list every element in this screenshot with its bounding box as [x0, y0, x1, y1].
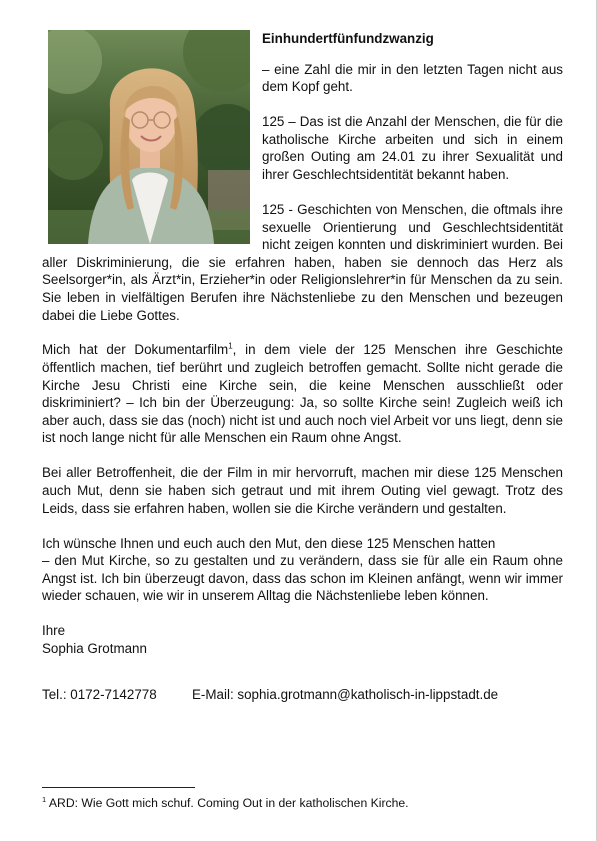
letter-body [42, 30, 563, 703]
closing-text: Ihre [42, 623, 66, 639]
signoff-block [42, 622, 563, 657]
paragraph-wish-first-line: Ich wünsche Ihnen und euch auch den Mut, den diese 125 Menschen hatten [42, 535, 496, 551]
paragraph-documentary [42, 341, 563, 447]
email-address: E-Mail: sophia.grotmann@katholisch-in-lippstadt.de [192, 686, 499, 702]
paragraph-wish [42, 535, 563, 605]
paragraph-stories: 125 - Geschichten von Menschen, die oftmals ihre sexuelle Orientierung und Geschlechtsidentität nicht zeigen konnten und diskriminiert wurden. Bei aller Diskriminierung, die sie erfahren haben, haben sie dennoch das Herz als Seelsorger*in, als Ärzt*in, Erzieher*in oder Religionslehrer*in für Menschen da zu sein. Sie leben in vielfältigen Berufen ihre Nächstenliebe zu den Menschen und bezeugen dabei die Liebe Gottes. [42, 201, 563, 323]
footnote-text: ARD: Wie Gott mich schuf. Coming Out in der katholischen Kirche. [46, 796, 409, 810]
paragraph-intro: – eine Zahl die mir in den letzten Tagen nicht aus dem Kopf geht. [262, 61, 563, 95]
letter-title: Einhundertfünfundzwanzig [262, 31, 434, 46]
paragraph-wish-rest: – den Mut Kirche, so zu gestalten und zu verändern, dass sie für alle ein Raum ohne Angst ist. Ich bin überzeugt davon, dass das schon im Kleinen anfängt, wenn wir immer wieder schauen, wie wir in unserem Alltag die Nächstenliebe leben können. [42, 553, 563, 604]
footnote-divider [42, 787, 195, 788]
paragraph-documentary-rest: , in dem viele der 125 Menschen ihre Geschichte öffentlich machen, tief berührt und zugleich betroffen gemacht. Sollte nicht gerade die Kirche Jesu Christi eine Kirche sein, die keine Menschen ausschließt oder diskriminiert? – Ich bin der Überzeugung: Ja, so sollte Kirche sein! Zugleich weiß ich aber auch, dass sie das (noch) nicht ist und auch noch viel Arbeit vor uns liegt, denn sie ist noch lange nicht für alle Menschen ein Raum ohne Angst. [42, 342, 563, 446]
paragraph-count: 125 – Das ist die Anzahl der Menschen, die für die katholische Kirche arbeiten und sich in einem großen Outing am 24.01 zu ihrer Sexualität und ihrer Geschlechtsidentität bekannt haben. [262, 114, 563, 182]
phone-number: Tel.: 0172-7142778 [42, 686, 157, 702]
contact-line [42, 686, 563, 704]
footnote [42, 796, 409, 811]
author-portrait-photo [48, 30, 250, 244]
footnote-reference: 1 [228, 342, 233, 352]
author-name: Sophia Grotmann [42, 640, 147, 656]
paragraph-courage: Bei aller Betroffenheit, die der Film in mir hervorruft, machen mir diese 125 Menschen auch Mut, denn sie haben sich getraut und mit ihrem Outing viel gewagt. Trotz des Leids, dass sie erfahren haben, wollen sie die Kirche verändern und gestalten. [42, 465, 563, 516]
footnote-number: 1 [42, 794, 47, 804]
paragraph-documentary-start: Mich hat der Dokumentarfilm [42, 342, 229, 358]
